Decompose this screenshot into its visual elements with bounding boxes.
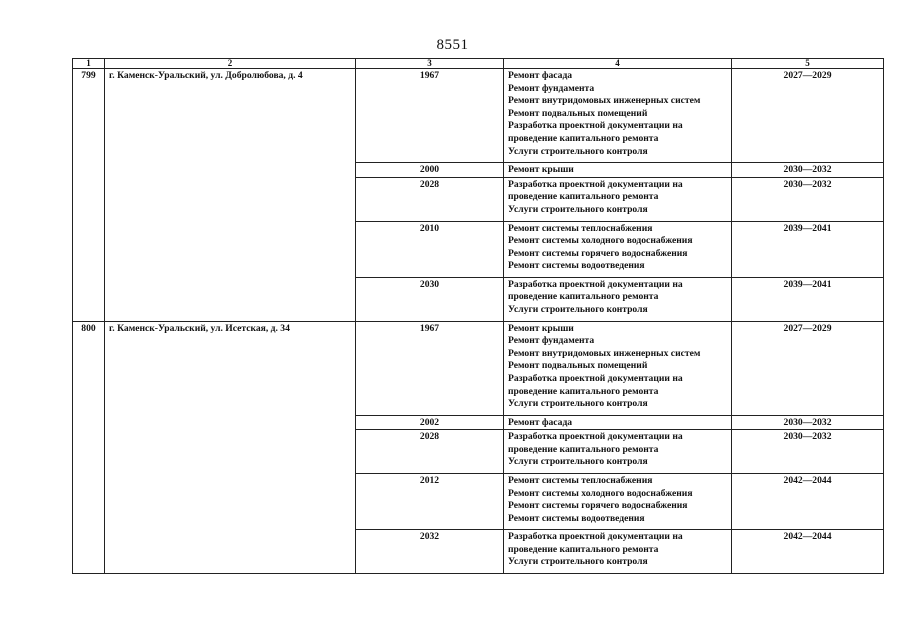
work-item: Разработка проектной документации на	[508, 178, 683, 190]
work-item: проведение капитального ремонта	[508, 291, 659, 303]
work-item: Ремонт крыши	[508, 164, 574, 175]
year-cell: 1967	[356, 69, 504, 163]
column-header: 2	[105, 59, 356, 69]
period-cell: 2030—2032	[732, 177, 884, 221]
work-item: Услуги строительного контроля	[508, 145, 648, 157]
work-item: Услуги строительного контроля	[508, 398, 648, 410]
work-item: проведение капитального ремонта	[508, 443, 659, 455]
period-cell: 2027—2029	[732, 321, 884, 415]
works-cell	[504, 474, 732, 530]
period-cell: 2042—2044	[732, 474, 884, 530]
period-cell: 2039—2041	[732, 277, 884, 321]
period-cell: 2030—2032	[732, 163, 884, 178]
works-cell	[504, 430, 732, 474]
work-item: Ремонт системы горячего водоснабжения	[508, 247, 688, 259]
works-cell	[504, 69, 732, 163]
record-address: г. Каменск-Уральский, ул. Исетская, д. 34	[105, 321, 356, 574]
work-item: Ремонт системы горячего водоснабжения	[508, 500, 688, 512]
record-address: г. Каменск-Уральский, ул. Добролюбова, д. 4	[105, 69, 356, 322]
work-item: Ремонт фасада	[508, 416, 573, 428]
work-item: Разработка проектной документации на	[508, 372, 683, 384]
works-cell	[504, 530, 732, 574]
works-cell	[504, 221, 732, 277]
year-cell: 2028	[356, 177, 504, 221]
work-item: Ремонт фасада	[508, 70, 573, 81]
work-item: Ремонт системы холодного водоснабжения	[508, 235, 693, 247]
capital-repair-table	[72, 58, 884, 574]
column-header: 1	[73, 59, 105, 69]
work-item: Ремонт внутридомовых инженерных систем	[508, 347, 701, 359]
year-cell: 2030	[356, 277, 504, 321]
column-header: 4	[504, 59, 732, 69]
works-cell	[504, 177, 732, 221]
work-item: Ремонт системы теплоснабжения	[508, 222, 653, 234]
work-item: Ремонт системы водоотведения	[508, 260, 645, 272]
work-item: проведение капитального ремонта	[508, 385, 659, 397]
header-row	[73, 59, 884, 69]
table-row	[73, 69, 884, 163]
period-cell: 2030—2032	[732, 415, 884, 430]
work-item: Ремонт внутридомовых инженерных систем	[508, 95, 701, 107]
works-cell	[504, 163, 732, 178]
work-item: Ремонт подвальных помещений	[508, 360, 648, 372]
work-item: проведение капитального ремонта	[508, 132, 659, 144]
work-item: Ремонт фундамента	[508, 335, 595, 347]
year-cell: 2002	[356, 415, 504, 430]
work-item: Ремонт подвальных помещений	[508, 107, 648, 119]
year-cell: 2000	[356, 163, 504, 178]
work-item: Услуги строительного контроля	[508, 303, 648, 315]
work-item: Ремонт системы водоотведения	[508, 512, 645, 524]
work-item: Разработка проектной документации на	[508, 431, 683, 443]
works-cell	[504, 277, 732, 321]
period-cell: 2039—2041	[732, 221, 884, 277]
work-item: Ремонт системы теплоснабжения	[508, 475, 653, 487]
work-item: Ремонт крыши	[508, 322, 574, 334]
year-cell: 2012	[356, 474, 504, 530]
work-item: Разработка проектной документации на	[508, 120, 683, 132]
works-cell	[504, 415, 732, 430]
table-row	[73, 321, 884, 415]
work-item: Разработка проектной документации на	[508, 531, 683, 543]
work-item: Ремонт системы холодного водоснабжения	[508, 487, 693, 499]
year-cell: 2010	[356, 221, 504, 277]
column-header: 5	[732, 59, 884, 69]
period-cell: 2027—2029	[732, 69, 884, 163]
page-number: 8551	[436, 37, 469, 53]
work-item: Ремонт фундамента	[508, 82, 595, 94]
period-cell: 2030—2032	[732, 430, 884, 474]
work-item: Услуги строительного контроля	[508, 556, 648, 568]
year-cell: 1967	[356, 321, 504, 415]
record-number: 799	[73, 69, 105, 322]
work-item: Услуги строительного контроля	[508, 203, 648, 215]
work-item: Услуги строительного контроля	[508, 456, 648, 468]
works-cell	[504, 321, 732, 415]
record-number: 800	[73, 321, 105, 574]
year-cell: 2032	[356, 530, 504, 574]
period-cell: 2042—2044	[732, 530, 884, 574]
year-cell: 2028	[356, 430, 504, 474]
work-item: Разработка проектной документации на	[508, 278, 683, 290]
work-item: проведение капитального ремонта	[508, 191, 659, 203]
table-body	[73, 69, 884, 574]
work-item: проведение капитального ремонта	[508, 543, 659, 555]
column-header: 3	[356, 59, 504, 69]
